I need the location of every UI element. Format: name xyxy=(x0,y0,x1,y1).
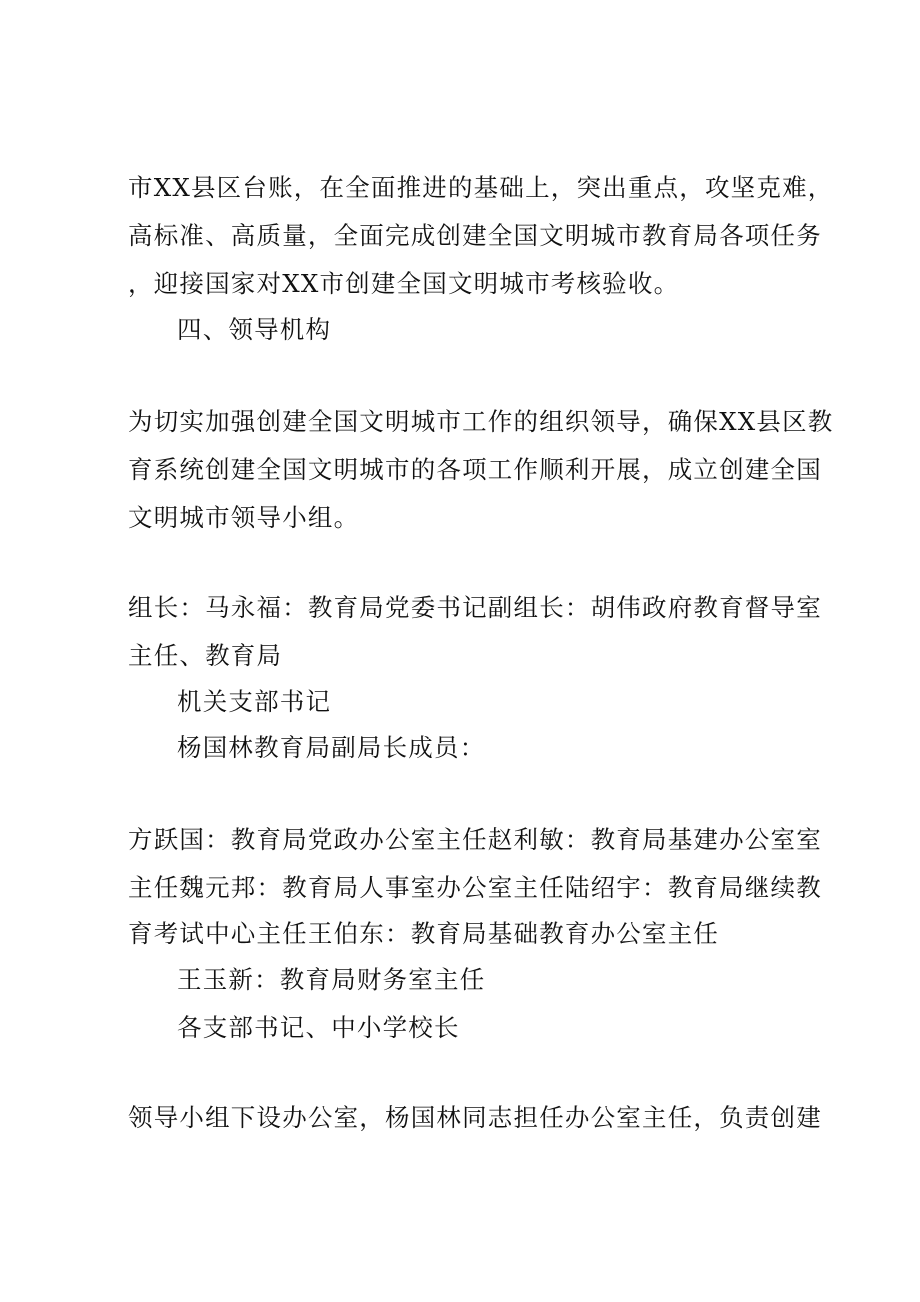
paragraph-line: 各支部书记、中小学校长 xyxy=(177,1013,460,1042)
paragraph-line: 高标准、高质量，全面完成创建全国文明城市教育局各项任务 xyxy=(128,221,822,250)
section-heading: 四、领导机构 xyxy=(177,315,332,344)
paragraph-line: 为切实加强创建全国文明城市工作的组织领导，确保XX县区教 xyxy=(128,407,834,436)
paragraph-line: 组长：马永福：教育局党委书记副组长：胡伟政府教育督导室 xyxy=(128,593,822,622)
paragraph-line: 主任魏元邦：教育局人事室办公室主任陆绍宇：教育局继续教 xyxy=(128,873,822,902)
paragraph-line: 杨国林教育局副局长成员： xyxy=(177,733,486,762)
paragraph-line: 市XX县区台账，在全面推进的基础上，突出重点，攻坚克难， xyxy=(128,173,834,202)
paragraph-line: 机关支部书记 xyxy=(177,687,332,716)
paragraph-line: 育考试中心主任王伯东：教育局基础教育办公室主任 xyxy=(128,919,720,948)
paragraph-line: 育系统创建全国文明城市的各项工作顺利开展，成立创建全国 xyxy=(128,455,822,484)
paragraph-line: 主任、教育局 xyxy=(128,641,283,670)
paragraph-line: 文明城市领导小组。 xyxy=(128,503,360,532)
paragraph-line: ，迎接国家对XX市创建全国文明城市考核验收。 xyxy=(128,269,680,298)
paragraph-line: 王玉新：教育局财务室主任 xyxy=(177,965,486,994)
paragraph-line: 方跃国：教育局党政办公室主任赵利敏：教育局基建办公室室 xyxy=(128,825,822,854)
paragraph-line: 领导小组下设办公室，杨国林同志担任办公室主任，负责创建 xyxy=(128,1103,822,1132)
